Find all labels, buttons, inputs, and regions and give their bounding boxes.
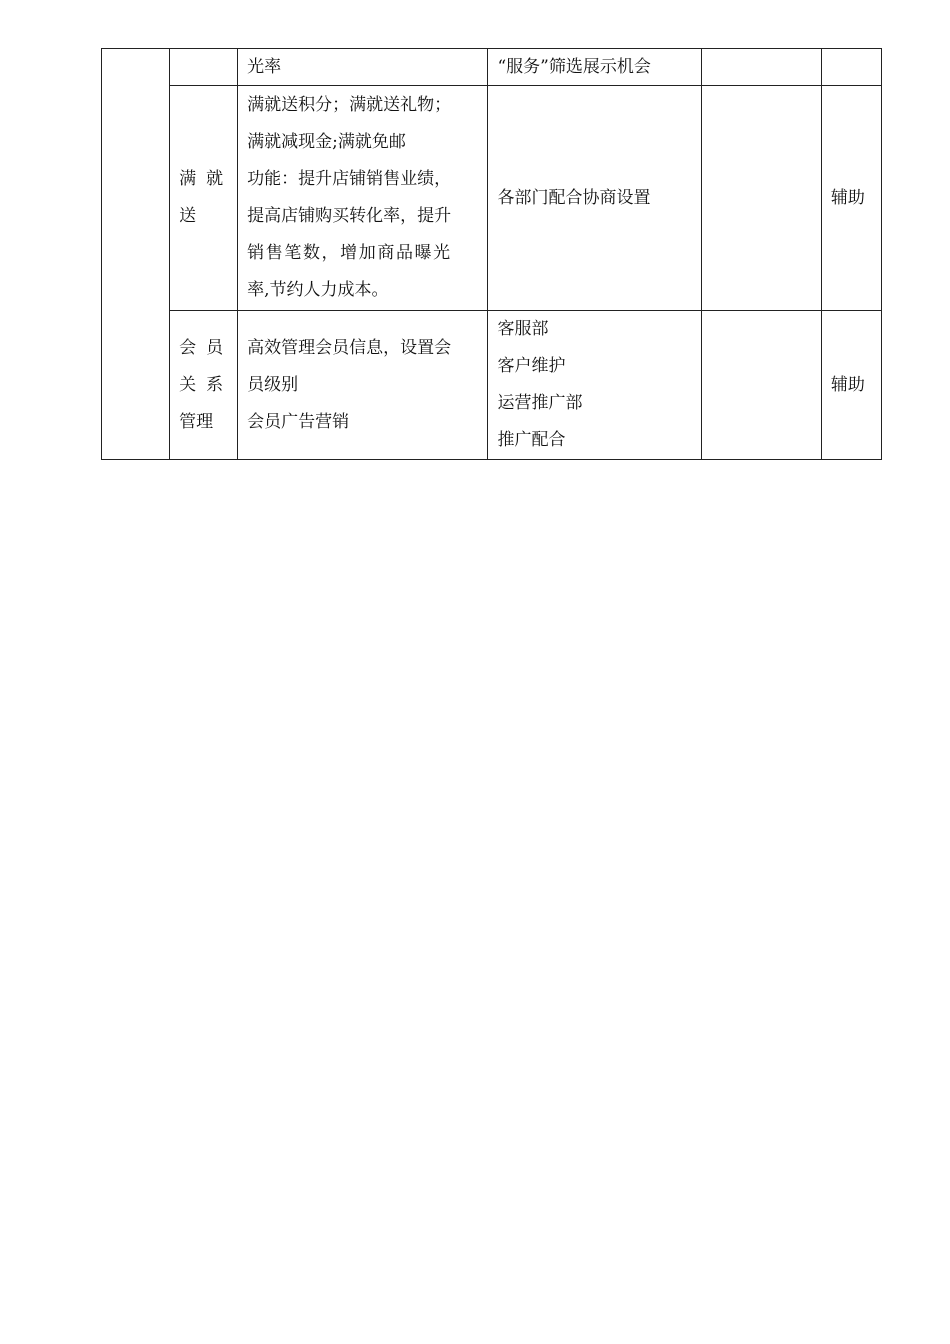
item-name-line: 满 就 — [179, 169, 224, 189]
description-line: 光率 — [247, 57, 282, 77]
department-line: 各部门配合协商设置 — [497, 188, 651, 208]
blank-cell — [701, 311, 821, 460]
plan-table — [101, 48, 882, 460]
role-cell — [821, 49, 881, 86]
blank-cell — [701, 49, 821, 86]
table-row — [102, 86, 882, 311]
department-line: “服务”筛选展示机会 — [497, 57, 651, 77]
department-line: 运营推广部 — [497, 393, 583, 413]
description-line: 满就减现金;满就免邮 — [247, 132, 406, 152]
item-cell — [170, 49, 238, 86]
item-name-line: 会 员 — [179, 337, 224, 358]
description-cell — [238, 86, 488, 311]
department-line: 客户维护 — [497, 356, 566, 376]
table-row — [102, 49, 882, 86]
role-label: 辅助 — [830, 188, 865, 208]
department-line: 推广配合 — [497, 430, 566, 450]
item-cell — [170, 311, 238, 460]
description-line: 功能：提升店铺销售业绩， — [247, 169, 452, 189]
table-row — [102, 311, 882, 460]
category-cell — [102, 49, 170, 460]
description-cell — [238, 49, 488, 86]
description-line: 高效管理会员信息，设置会 — [247, 337, 452, 358]
item-name-line: 管理 — [179, 411, 214, 432]
item-name-line: 送 — [179, 206, 197, 226]
item-cell — [170, 86, 238, 311]
description-line: 满就送积分；满就送礼物； — [247, 95, 452, 115]
description-line: 员级别 — [247, 374, 299, 395]
description-line: 销售笔数，增加商品曝光 — [247, 243, 452, 263]
department-cell — [488, 311, 701, 460]
description-line: 提高店铺购买转化率，提升 — [247, 206, 452, 226]
blank-cell — [701, 86, 821, 311]
description-line: 会员广告营销 — [247, 411, 350, 432]
department-cell — [488, 86, 701, 311]
department-line: 客服部 — [497, 319, 549, 339]
department-cell — [488, 49, 701, 86]
role-cell — [821, 311, 881, 460]
description-cell — [238, 311, 488, 460]
item-name-line: 关 系 — [179, 374, 224, 395]
description-line: 率,节约人力成本。 — [247, 280, 389, 300]
role-label: 辅助 — [830, 375, 865, 395]
role-cell — [821, 86, 881, 311]
